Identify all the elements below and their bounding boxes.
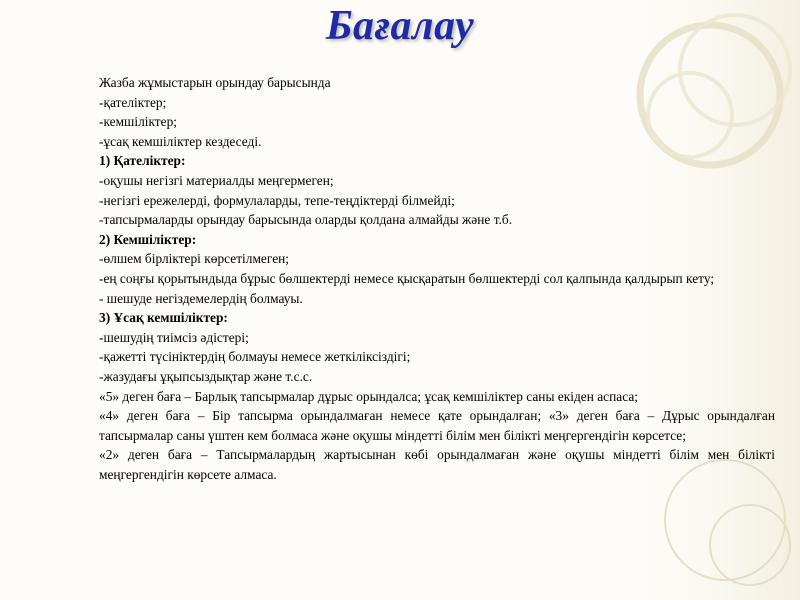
list-item: -жазудағы ұқыпсыздықтар және т.с.с. xyxy=(99,368,313,384)
grade-2-criteria: «2» деген баға – Тапсырмалардың жартысынан көбі орындалмаған және оқушы міндетті білім мен білікті меңгергендігін көрсете алмаса. xyxy=(99,447,775,482)
list-item: -оқушы негізгі материалды меңгермеген; xyxy=(99,172,334,188)
list-item: -ең соңғы қорытындыда бұрыс бөлшектерді немесе қысқаратын бөлшектерді сол қалпында қалдырып кету; xyxy=(99,270,715,286)
list-item: -ұсақ кемшіліктер кездеседі. xyxy=(99,133,262,149)
list-item: -кемшіліктер; xyxy=(99,114,178,130)
list-item: -шешудің тиімсіз әдістері; xyxy=(99,329,249,345)
assessment-text xyxy=(99,73,775,484)
section-heading-errors: 1) Қателіктер: xyxy=(99,153,186,169)
list-item: -тапсырмаларды орындау барысында оларды қолдана алмайды және т.б. xyxy=(99,212,513,228)
list-item: -негізгі ережелерді, формулаларды, тепе-теңдіктерді білмейді; xyxy=(99,192,455,208)
section-heading-minor-shortcomings: 3) Ұсақ кемшіліктер: xyxy=(99,310,228,326)
list-item: -қателіктер; xyxy=(99,94,167,110)
page-title: Бағалау xyxy=(325,3,475,49)
grade-5-criteria: «5» деген баға – Барлық тапсырмалар дұрыс орындалса; ұсақ кемшіліктер саны екіден аспаса; xyxy=(99,388,638,404)
list-item: - шешуде негіздемелердің болмауы. xyxy=(99,290,303,306)
grade-4-3-criteria: «4» деген баға – Бір тапсырма орындалмаған немесе қате орындалған; «3» деген баға – Дұрыс орындалған тапсырмалар саны үштен кем болмаса және оқушы міндетті білім мен білікті меңгергендігін көрсетсе; xyxy=(99,408,775,443)
list-item: -өлшем бірліктері көрсетілмеген; xyxy=(99,251,290,267)
intro-line: Жазба жұмыстарын орындау барысында xyxy=(99,75,331,90)
list-item: -қажетті түсініктердің болмауы немесе жеткіліксіздігі; xyxy=(99,349,411,365)
section-heading-shortcomings: 2) Кемшіліктер: xyxy=(99,231,197,247)
